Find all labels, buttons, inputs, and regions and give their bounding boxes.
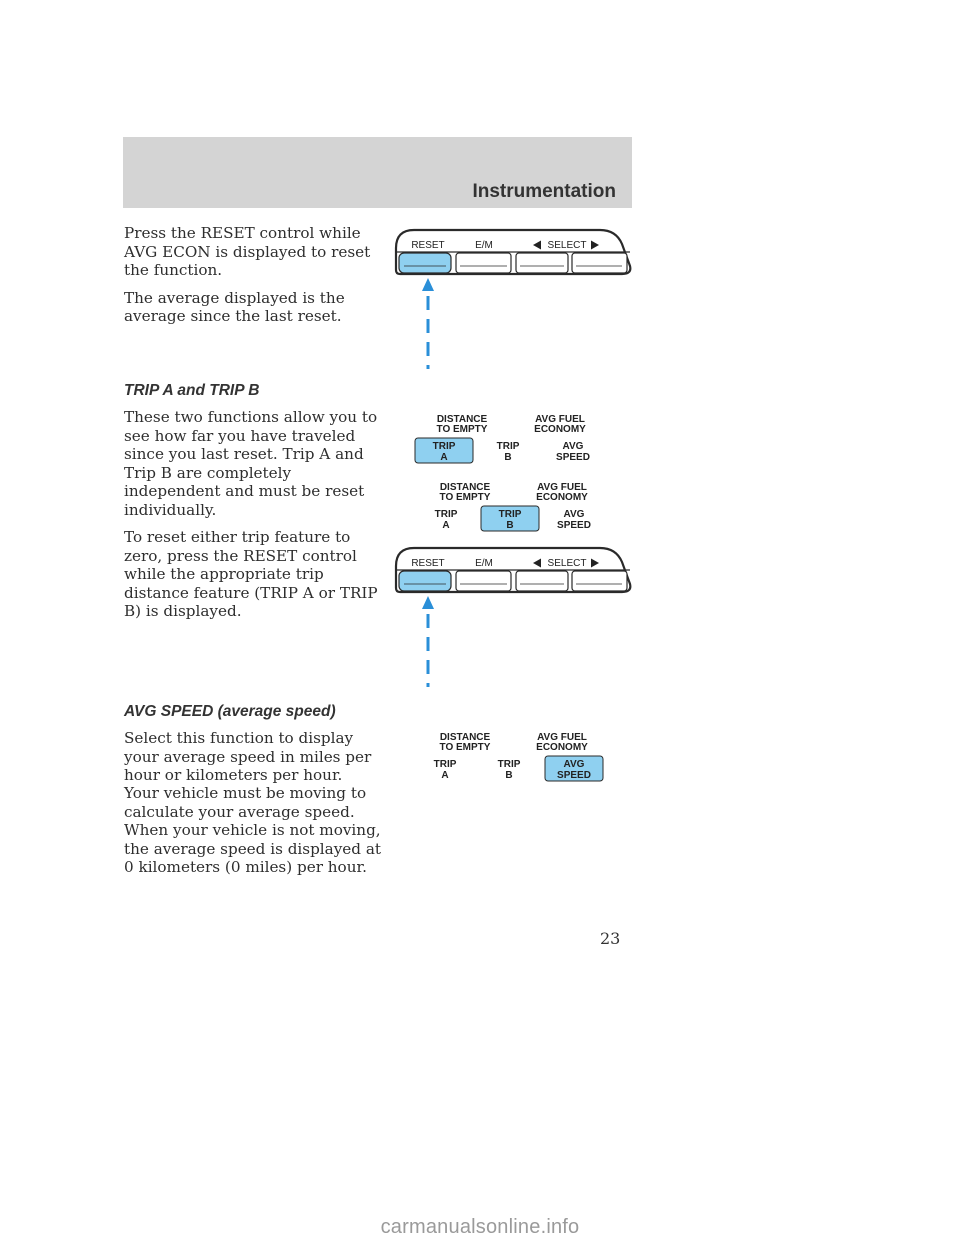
paragraph: Select this function to display your average speed in miles per hour or kilometers per hour.: [124, 729, 372, 784]
display-diagram-trip-b: [405, 476, 620, 538]
paragraph: These two functions allow you to see how far you have traveled since you last reset. Trip A and Trip B are completely independent and must be reset individually.: [124, 408, 378, 519]
header-bar: [123, 137, 632, 208]
distance-label: DISTANCE: [439, 732, 491, 743]
em-label: E/M: [475, 240, 493, 251]
trip-label: TRIP: [432, 441, 456, 452]
trip-label: TRIP: [496, 441, 520, 452]
avg-speed-label: SPEED: [557, 770, 591, 781]
select-left-button[interactable]: [516, 571, 568, 591]
select-right-button[interactable]: [572, 571, 627, 591]
reset-section-text: [124, 224, 386, 335]
arrow-up-icon: [422, 596, 434, 609]
distance-label: DISTANCE: [436, 414, 488, 425]
trip-label: TRIP: [498, 509, 522, 520]
em-button[interactable]: [456, 571, 511, 591]
control-panel-diagram: [390, 542, 635, 688]
trip-label: A: [441, 770, 449, 781]
paragraph: To reset either trip feature to zero, press the RESET control while the appropriate trip distance feature (TRIP A or TRIP B) is displayed.: [124, 528, 378, 620]
watermark: carmanualsonline.info: [380, 1216, 580, 1238]
avg-speed-label: SPEED: [557, 520, 591, 531]
trip-label: TRIP: [433, 759, 457, 770]
paragraph: Your vehicle must be moving to calculate your average speed. When your vehicle is not moving, the average speed is displayed at 0 kilometers (0 miles) per hour.: [124, 784, 381, 876]
select-right-button[interactable]: [572, 253, 627, 273]
select-left-button[interactable]: [516, 253, 568, 273]
paragraph: The average displayed is the average since the last reset.: [124, 288, 345, 325]
distance-label: DISTANCE: [439, 482, 491, 493]
section-heading-avg-speed: AVG SPEED (average speed): [124, 703, 336, 720]
select-label: SELECT: [547, 558, 587, 569]
speed-section-text-2: [124, 784, 392, 886]
avg-speed-label: AVG: [563, 509, 585, 520]
arrow-up-icon: [422, 278, 434, 291]
reset-button[interactable]: [399, 571, 451, 591]
reset-button[interactable]: [399, 253, 451, 273]
trip-label: A: [442, 520, 450, 531]
trip-label: A: [440, 452, 448, 463]
distance-label: TO EMPTY: [436, 424, 488, 435]
fuel-label: AVG FUEL: [537, 482, 587, 493]
trip-section-text: [124, 408, 386, 630]
fuel-label: AVG FUEL: [535, 414, 585, 425]
distance-label: TO EMPTY: [439, 742, 491, 753]
reset-label: RESET: [411, 558, 445, 569]
section-heading-trip: TRIP A and TRIP B: [124, 382, 260, 399]
trip-label: B: [506, 520, 514, 531]
fuel-label: ECONOMY: [534, 424, 586, 435]
control-panel-diagram: [390, 224, 635, 370]
fuel-label: AVG FUEL: [537, 732, 587, 743]
display-diagram-avg-speed: [405, 726, 620, 788]
em-label: E/M: [475, 558, 493, 569]
paragraph: Press the RESET control while AVG ECON is displayed to reset the function.: [124, 224, 371, 279]
display-diagram-trip-a: [405, 408, 620, 470]
select-label: SELECT: [547, 240, 587, 251]
reset-label: RESET: [411, 240, 445, 251]
avg-speed-label: AVG: [562, 441, 584, 452]
trip-label: B: [504, 452, 512, 463]
trip-label: TRIP: [434, 509, 458, 520]
distance-label: TO EMPTY: [439, 492, 491, 503]
avg-speed-label: SPEED: [556, 452, 590, 463]
page-title: Instrumentation: [472, 181, 616, 202]
avg-speed-label: AVG: [563, 759, 585, 770]
trip-label: B: [505, 770, 513, 781]
page-number: 23: [600, 929, 621, 948]
trip-label: TRIP: [497, 759, 521, 770]
em-button[interactable]: [456, 253, 511, 273]
fuel-label: ECONOMY: [536, 492, 588, 503]
fuel-label: ECONOMY: [536, 742, 588, 753]
